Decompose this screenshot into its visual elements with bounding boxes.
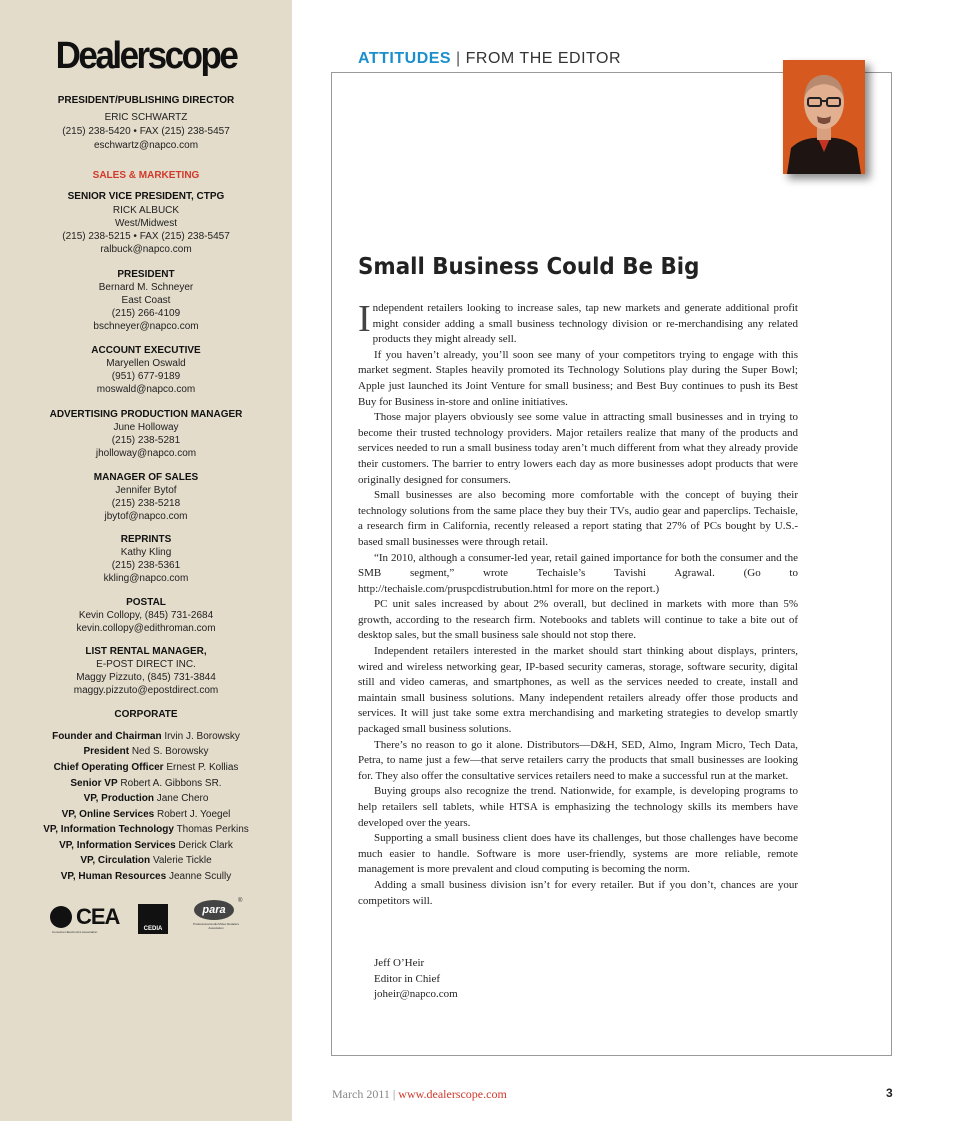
website-link[interactable]: www.dealerscope.com xyxy=(398,1087,507,1101)
issue-date: March 2011 xyxy=(332,1087,390,1101)
corporate-line xyxy=(0,854,292,867)
masthead-line: ACCOUNT EXECUTIVE xyxy=(91,345,201,356)
article-paragraph: There’s no reason to go it alone. Distributors—D&H, SED, Almo, Ingram Micro, Tech Data, Petra, to name just a few—that serve retailers carry the products that small businesses are looking for. They also offer the consultative services retailers need to make a successful run at the market. xyxy=(358,738,798,782)
cea-tagline: Consumer Electronics Association xyxy=(52,930,98,934)
author-name: Jeff O’Heir xyxy=(374,957,425,969)
corporate-role: Founder and Chairman xyxy=(52,731,162,742)
masthead-line: CORPORATE xyxy=(114,709,178,720)
corporate-role: VP, Production xyxy=(83,793,154,804)
section-header xyxy=(358,50,621,68)
masthead-line: (215) 238-5281 xyxy=(111,435,181,446)
footer-separator: | xyxy=(392,1087,396,1101)
article-title: Small Business Could Be Big xyxy=(358,254,700,280)
masthead-line: kevin.collopy@edithroman.com xyxy=(76,623,216,634)
masthead-line: Kevin Collopy, (845) 731-2684 xyxy=(78,610,214,621)
article-paragraph: Those major players obviously see some value in attracting small businesses and in trying to become their trusted technology providers. Major retailers realize that many of the products and services needed to run a small business today aren’t much different from what they already provide their customers. The barrier to entry lowers each day as more businesses adopt products that were originally designed for consumers. xyxy=(358,411,798,486)
masthead-line: LIST RENTAL MANAGER, xyxy=(85,646,207,657)
article-paragraph: Small businesses are also becoming more comfortable with the concept of buying their technology solutions from the same place they buy their TVs, audio gear and paperclips. Techaisle, a research firm in California, recently released a report stating that 27% of PCs bought by U.S.-based small businesses were through retail. xyxy=(358,489,798,548)
corporate-role: VP, Information Technology xyxy=(43,824,174,835)
masthead-line: Kathy Kling xyxy=(120,547,172,558)
corporate-name: Valerie Tickle xyxy=(152,855,212,866)
corporate-line xyxy=(0,823,292,836)
article-paragraph: Adding a small business division isn’t for every retailer. But if you don’t, chances are your competitors will. xyxy=(358,878,798,907)
article-paragraph: Buying groups also recognize the trend. Nationwide, for example, is developing programs to help retailers sell tablets, while HTSA is emphasizing the technology skills its members have developed over the years. xyxy=(358,785,798,829)
page-number: 3 xyxy=(886,1086,893,1100)
corporate-name: Jeanne Scully xyxy=(168,871,232,882)
article-paragraph: If you haven’t already, you’ll soon see many of your competitors trying to engage with this market segment. Staples heavily promoted its Technology Solutions play during the Super Bowl; Apple just launched its Joint Venture for small business; and Best Buy continues to push its Best Buy for Business in-store and online initiatives. xyxy=(358,348,798,408)
masthead-line: ralbuck@napco.com xyxy=(100,244,192,255)
author-email[interactable]: joheir@napco.com xyxy=(374,988,458,1001)
article-paragraph: “In 2010, although a consumer-led year, retail gained importance for both the consumer and the SMB segment,” wrote Techaisle’s Tavishi Agrawal. (Go to http://techaisle.com/pruspcdistrubution.html for more on the report.) xyxy=(358,551,798,595)
corporate-role: VP, Human Resources xyxy=(60,871,167,882)
corporate-line xyxy=(0,792,292,805)
masthead-line: SENIOR VICE PRESIDENT, CTPG xyxy=(67,191,225,202)
corporate-name: Derick Clark xyxy=(178,840,233,851)
editor-portrait-image xyxy=(783,60,865,174)
cea-wordmark: CEA xyxy=(76,904,120,929)
article-paragraph: PC unit sales increased by about 2% overall, but declined in markets with more than 5% growth, according to the research firm. Notebooks and tablets will continue to take a bite out of desktop sales, but the small business sale should not stop there. xyxy=(358,598,798,642)
masthead-line: MANAGER OF SALES xyxy=(93,472,199,483)
masthead-line: jbytof@napco.com xyxy=(104,511,188,522)
corporate-name: Jane Chero xyxy=(156,793,209,804)
masthead-line: kkling@napco.com xyxy=(103,573,189,584)
cedia-logo: CEDIA xyxy=(138,904,168,934)
masthead-line: POSTAL xyxy=(126,597,166,608)
masthead-line: maggy.pizzuto@epostdirect.com xyxy=(73,685,219,696)
masthead-line: (215) 266-4109 xyxy=(111,308,181,319)
masthead-line: eschwartz@napco.com xyxy=(93,140,199,151)
masthead-line: (215) 238-5215 • FAX (215) 238-5457 xyxy=(62,231,230,242)
association-logos xyxy=(48,900,248,936)
corporate-line xyxy=(0,808,292,821)
paragraph-text: ndependent retailers looking to increase sales, tap new markets and generate additional profit might consider adding a small business technology division or re-merchandising any related products they might already sell. xyxy=(372,302,798,346)
masthead-section: SALES & MARKETING xyxy=(92,170,200,181)
corporate-role: VP, Circulation xyxy=(80,855,151,866)
corporate-line xyxy=(0,761,292,774)
article-paragraph: Supporting a small business client does have its challenges, but those challenges have become much easier to handle. Software is more user-friendly, systems are more reliable, remote management is more prevalent and cloud computing is becoming the norm. xyxy=(358,832,798,876)
masthead-line: Maggy Pizzuto, (845) 731-3844 xyxy=(76,672,216,683)
corporate-role: President xyxy=(83,746,130,757)
masthead-line: ERIC SCHWARTZ xyxy=(104,112,188,123)
corporate-line xyxy=(0,839,292,852)
article-paragraph xyxy=(358,298,798,348)
masthead-line: (215) 238-5420 • FAX (215) 238-5457 xyxy=(62,126,230,137)
corporate-name: Thomas Perkins xyxy=(176,824,249,835)
masthead-line: ADVERTISING PRODUCTION MANAGER xyxy=(49,409,243,420)
masthead-line: PRESIDENT xyxy=(117,269,175,280)
corporate-name: Robert J. Yoegel xyxy=(157,809,231,820)
masthead-line: (951) 677-9189 xyxy=(111,371,181,382)
masthead-line: moswald@napco.com xyxy=(96,384,196,395)
corporate-name: Irvin J. Borowsky xyxy=(164,731,240,742)
editor-photo xyxy=(783,60,865,174)
section-name: ATTITUDES xyxy=(358,50,452,67)
masthead-line: East Coast xyxy=(121,295,171,306)
masthead-line: PRESIDENT/PUBLISHING DIRECTOR xyxy=(57,95,235,106)
signature-block xyxy=(374,956,458,1003)
drop-cap: I xyxy=(358,298,371,340)
corporate-role: Senior VP xyxy=(70,778,118,789)
corporate-line xyxy=(0,777,292,790)
para-tagline: Professional Audio/Video Retailers Association xyxy=(193,922,239,930)
corporate-role: Chief Operating Officer xyxy=(53,762,164,773)
section-subtitle: FROM THE EDITOR xyxy=(465,50,622,67)
masthead-line: (215) 238-5361 xyxy=(111,560,181,571)
corporate-name: Ned S. Borowsky xyxy=(131,746,209,757)
page-footer xyxy=(332,1087,507,1102)
masthead-line: June Holloway xyxy=(113,422,179,433)
masthead-line: Jennifer Bytof xyxy=(115,485,177,496)
masthead-line: bschneyer@napco.com xyxy=(93,321,199,332)
masthead-line: RICK ALBUCK xyxy=(112,205,180,216)
masthead-line: (215) 238-5218 xyxy=(111,498,181,509)
corporate-role: VP, Information Services xyxy=(59,840,176,851)
dealerscope-logo: Dealerscope xyxy=(55,34,237,77)
masthead-line: Bernard M. Schneyer xyxy=(98,282,194,293)
masthead-line: REPRINTS xyxy=(120,534,172,545)
corporate-line xyxy=(0,870,292,883)
header-separator: | xyxy=(456,50,461,67)
corporate-line xyxy=(0,730,292,743)
masthead-line: West/Midwest xyxy=(114,218,178,229)
corporate-line xyxy=(0,745,292,758)
registered-mark: ® xyxy=(238,898,243,904)
corporate-name: Robert A. Gibbons SR. xyxy=(120,778,222,789)
masthead-sidebar xyxy=(0,0,292,1121)
masthead-line: Maryellen Oswald xyxy=(106,358,186,369)
corporate-name: Ernest P. Kollias xyxy=(166,762,239,773)
corporate-role: VP, Online Services xyxy=(61,809,155,820)
author-title: Editor in Chief xyxy=(374,972,440,985)
article-paragraph: Independent retailers interested in the market should start thinking about displays, printers, wired and wireless networking gear, IP-based security cameras, storage, software security, digital still and video cameras, and smartphones, as well as the services needed to create, install and maintain small business solutions. Many independent retailers already offer those products and services. It will just take some extra merchandising and marketing strategies to develop smartly packaged small business solutions. xyxy=(358,645,798,736)
masthead-line: E-POST DIRECT INC. xyxy=(96,659,196,670)
para-logo: para xyxy=(194,900,234,920)
masthead-line: jholloway@napco.com xyxy=(95,448,197,459)
article-body xyxy=(358,298,798,909)
cea-star-icon xyxy=(50,906,72,928)
